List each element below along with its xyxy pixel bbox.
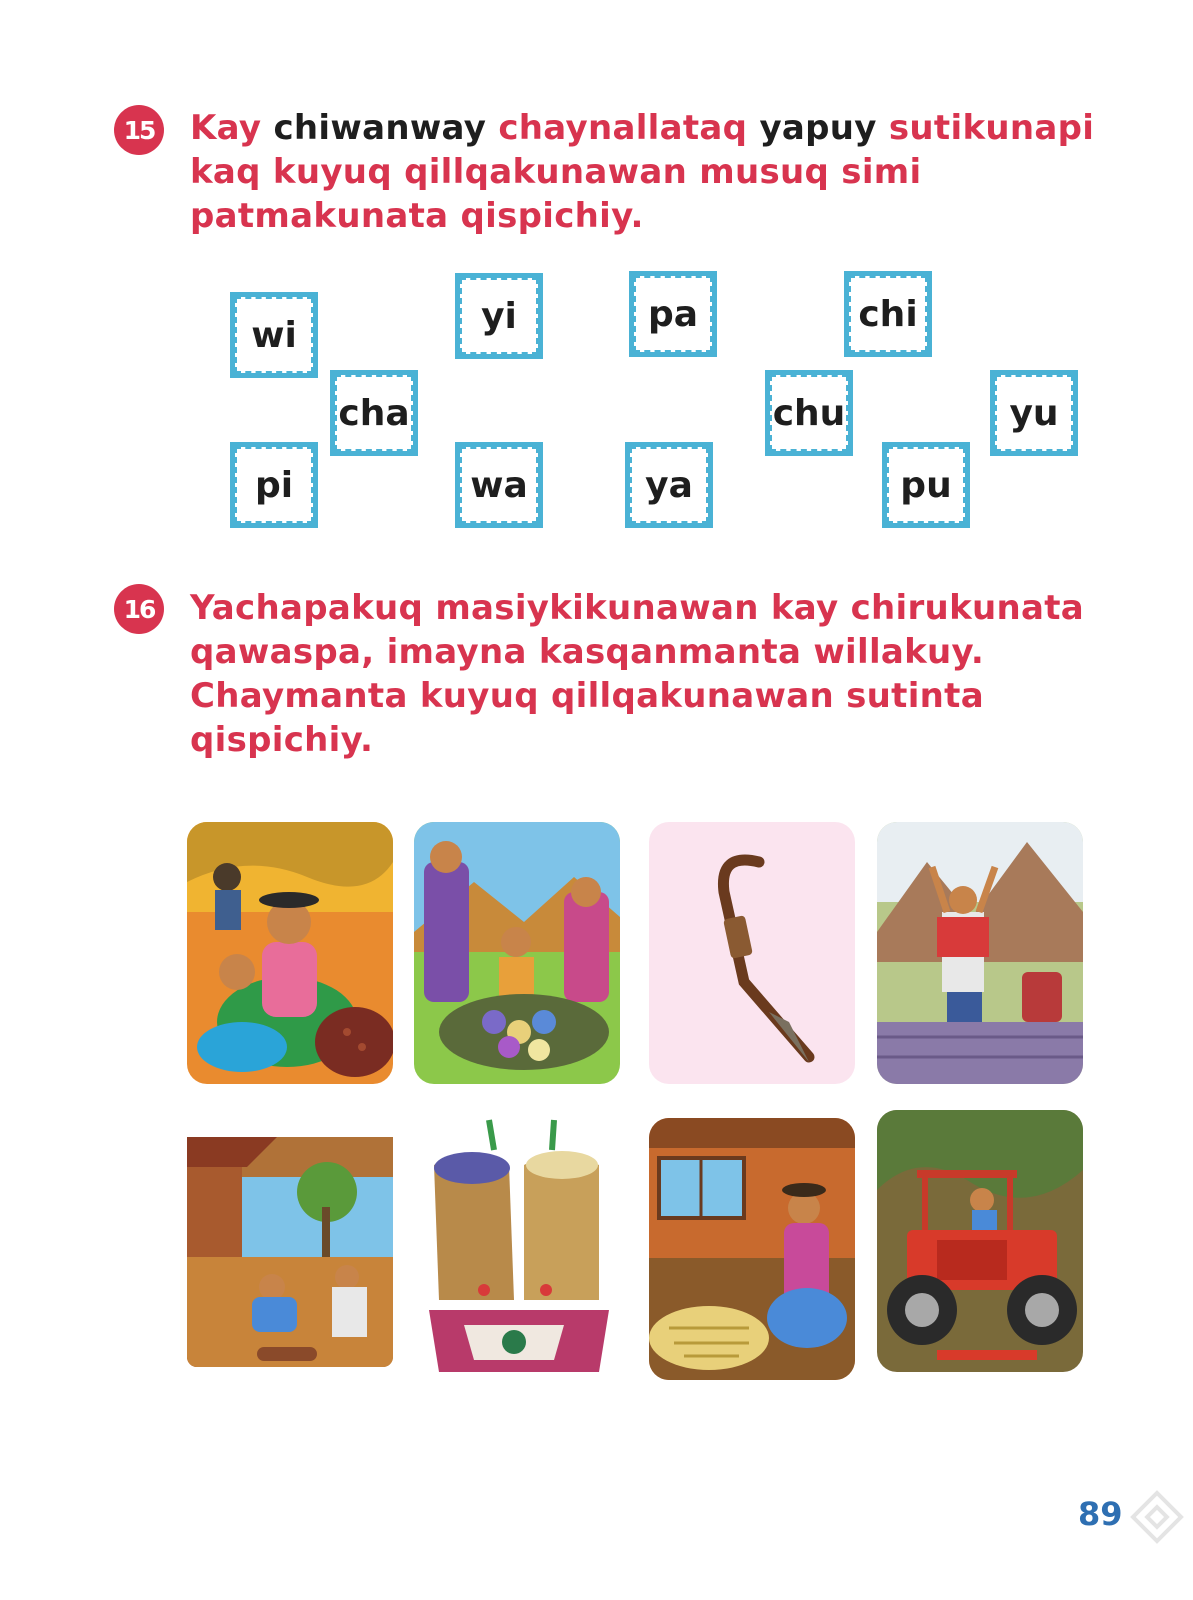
syllable-card: pu [882,442,970,528]
syllable-card: pi [230,442,318,528]
syllable-card: chi [844,271,932,357]
syllable-card: cha [330,370,418,456]
instruction-line: Chaymanta kuyuq qillqakunawan sutinta [190,676,984,716]
offering-ritual-icon [877,822,1083,1084]
plow-repair-icon [187,1137,393,1367]
instruction-part: yapuy [759,108,889,148]
instruction-line: qawaspa, imayna kasqanmanta willakuy. [190,632,985,672]
syllable-card: yi [455,273,543,359]
instruction-part: chiwanway [273,108,499,148]
corner-diamond-icon [1128,1478,1188,1558]
seed-sacks-icon [414,1110,620,1372]
instruction-line: qispichiy. [190,720,374,760]
activity-15-number: 15 [114,105,164,155]
activity-16-number: 16 [114,584,164,634]
tractor-icon [877,1110,1083,1372]
instruction-line: Yachapakuq masiykikunawan kay chirukunata [190,588,1085,628]
harvest-family-icon [187,822,393,1084]
syllable-card: pa [629,271,717,357]
activity-15-instruction [190,106,1110,238]
instruction-part: sutikunapi kaq kuyuq qillqakunawan musuq simi patmakunata qispichiy. [190,108,1095,236]
syllable-card: chu [765,370,853,456]
instruction-part: chaynallataq [498,108,760,148]
syllable-card: wa [455,442,543,528]
syllable-card: yu [990,370,1078,456]
syllable-card: ya [625,442,713,528]
potato-selection-icon [414,822,620,1084]
page-number: 89 [1078,1495,1123,1533]
syllable-card: wi [230,292,318,378]
activity-16-instruction [190,586,1110,762]
corn-sorting-icon [649,1118,855,1380]
instruction-part: Kay [190,108,274,148]
chakitaclla-icon [649,822,855,1084]
